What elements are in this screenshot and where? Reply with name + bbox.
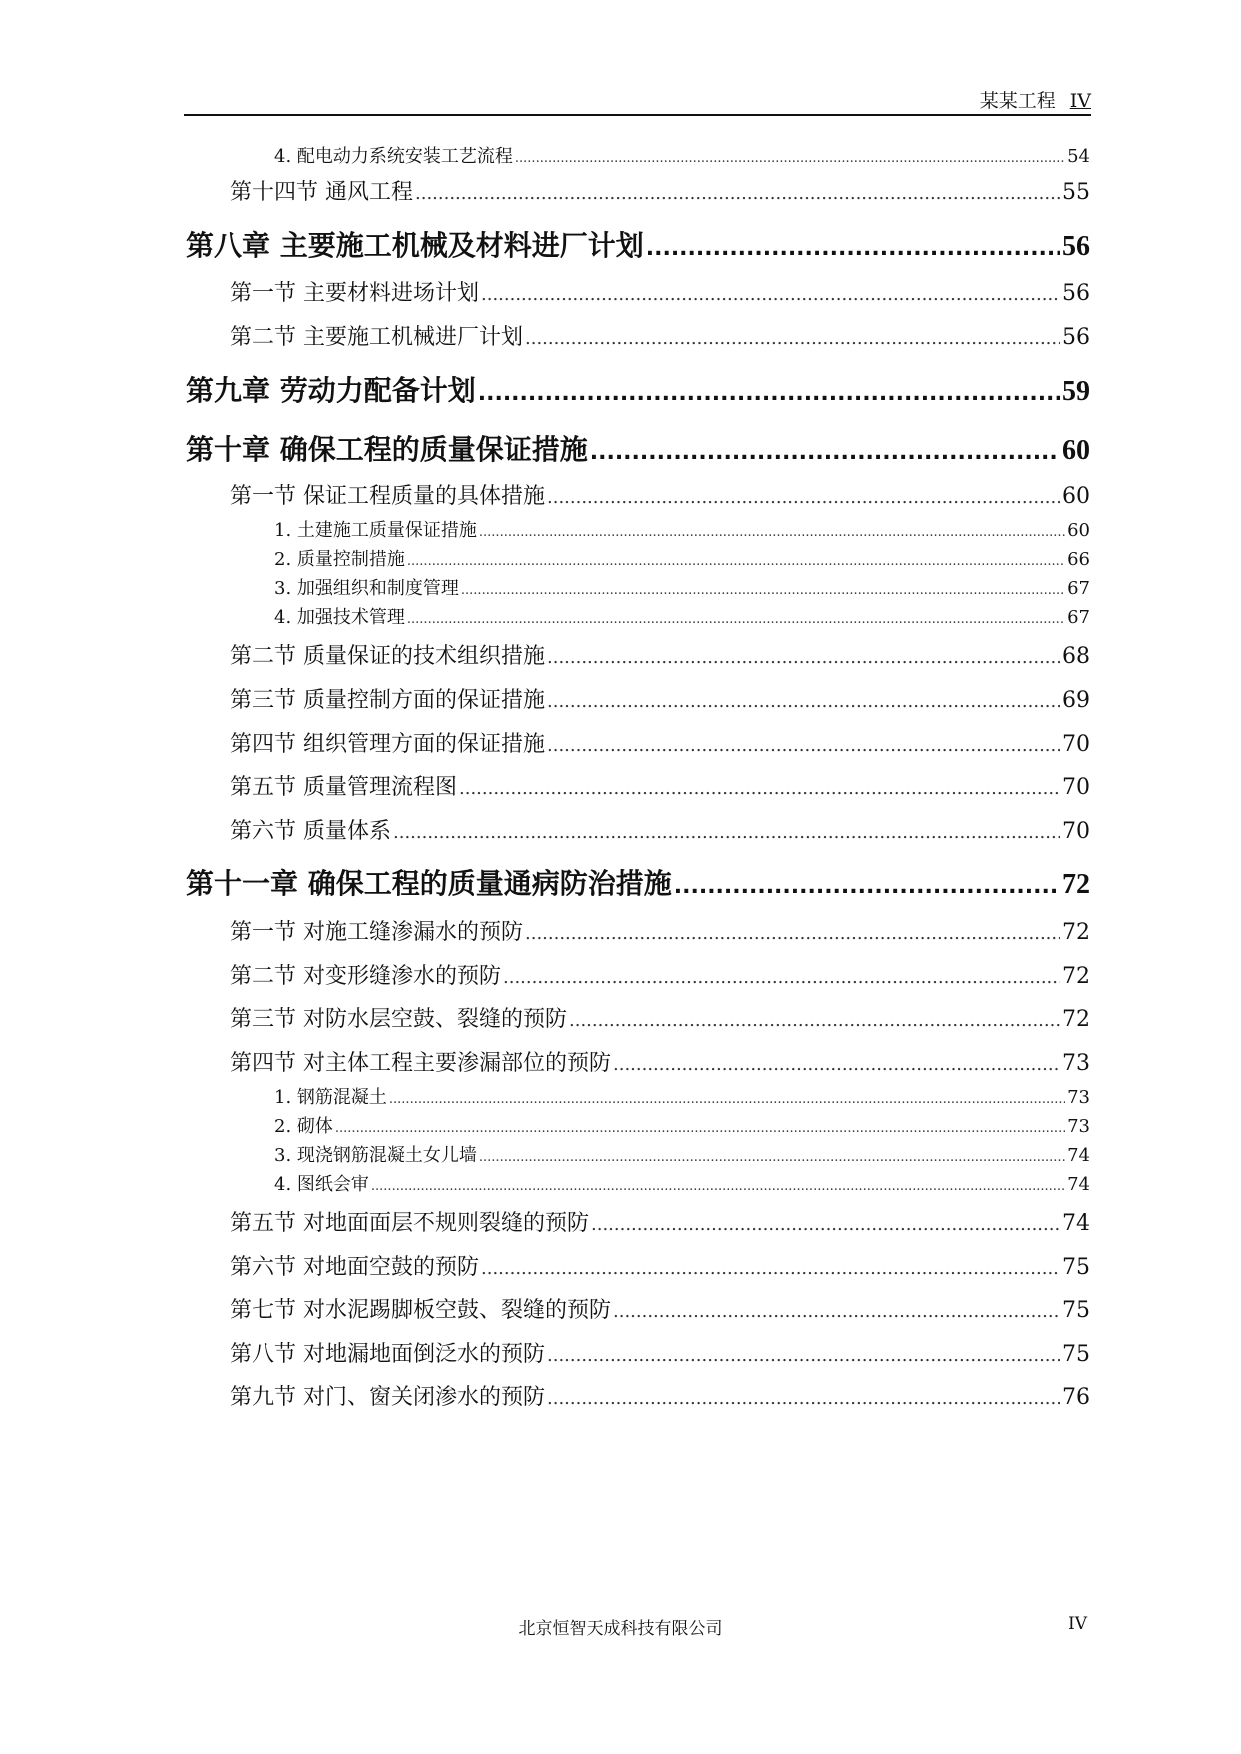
dot-leader bbox=[515, 151, 1065, 166]
toc-section-row[interactable] bbox=[230, 1250, 1090, 1281]
toc-entry-title: 第六节 对地面空鼓的预防 bbox=[230, 1255, 479, 1280]
toc-chapter-row[interactable] bbox=[186, 862, 1090, 902]
toc-entry-title: 第十一章 确保工程的质量通病防治措施 bbox=[186, 867, 672, 900]
toc-item-row[interactable] bbox=[274, 1112, 1090, 1138]
dot-leader bbox=[481, 1258, 1060, 1279]
toc-section-row[interactable] bbox=[230, 1002, 1090, 1033]
dot-leader bbox=[335, 1121, 1065, 1136]
toc-page-number: 74 bbox=[1067, 1174, 1090, 1195]
toc-entry-title: 1. 钢筋混凝土 bbox=[274, 1087, 387, 1108]
toc-entry-title: 第八节 对地漏地面倒泛水的预防 bbox=[230, 1342, 545, 1367]
toc-page-number: 70 bbox=[1062, 732, 1090, 757]
toc-page-number: 74 bbox=[1067, 1145, 1090, 1166]
toc-page-number: 72 bbox=[1062, 869, 1090, 900]
toc-entry-title: 第五节 质量管理流程图 bbox=[230, 775, 457, 800]
toc-section-row[interactable] bbox=[230, 1046, 1090, 1077]
toc-item-row[interactable] bbox=[274, 516, 1090, 542]
toc-page-number: 73 bbox=[1067, 1116, 1090, 1137]
toc-page-number: 67 bbox=[1067, 578, 1090, 599]
dot-leader bbox=[674, 874, 1060, 899]
footer-company: 北京恒智天成科技有限公司 bbox=[518, 1619, 723, 1639]
toc-page-number: 56 bbox=[1062, 281, 1090, 306]
toc-entry-title: 3. 现浇钢筋混凝土女儿墙 bbox=[274, 1145, 477, 1166]
toc-page-number: 70 bbox=[1062, 819, 1090, 844]
toc-item-row[interactable] bbox=[274, 1141, 1090, 1167]
dot-leader bbox=[591, 1214, 1060, 1235]
toc-section-row[interactable] bbox=[230, 276, 1090, 307]
toc-page-number: 55 bbox=[1062, 180, 1090, 205]
dot-leader bbox=[590, 440, 1060, 465]
toc-entry-title: 4. 图纸会审 bbox=[274, 1174, 369, 1195]
toc-chapter-row[interactable] bbox=[186, 428, 1090, 468]
toc-page-number: 60 bbox=[1067, 520, 1090, 541]
dot-leader bbox=[371, 1179, 1065, 1194]
footer-page-number: IV bbox=[1068, 1614, 1087, 1634]
page-header bbox=[184, 84, 1091, 114]
toc-entry-title: 第八章 主要施工机械及材料进厂计划 bbox=[186, 229, 644, 262]
toc-page-number: 56 bbox=[1062, 325, 1090, 350]
toc-entry-title: 第二节 对变形缝渗水的预防 bbox=[230, 964, 501, 989]
toc-page-number: 76 bbox=[1062, 1385, 1090, 1410]
toc-item-row[interactable] bbox=[274, 603, 1090, 629]
dot-leader bbox=[569, 1010, 1060, 1031]
toc-page-number: 73 bbox=[1062, 1051, 1090, 1076]
toc-page-number: 75 bbox=[1062, 1255, 1090, 1280]
dot-leader bbox=[478, 381, 1060, 406]
header-text bbox=[980, 86, 1091, 113]
dot-leader bbox=[479, 525, 1065, 540]
toc-entry-title: 第二节 质量保证的技术组织措施 bbox=[230, 644, 545, 669]
toc-section-row[interactable] bbox=[230, 1206, 1090, 1237]
toc-section-row[interactable] bbox=[230, 959, 1090, 990]
dot-leader bbox=[646, 236, 1060, 261]
header-title: 某某工程 bbox=[979, 90, 1056, 112]
toc-item-row[interactable] bbox=[274, 574, 1090, 600]
toc-section-row[interactable] bbox=[230, 639, 1090, 670]
toc-entry-title: 第四节 对主体工程主要渗漏部位的预防 bbox=[230, 1051, 611, 1076]
toc-page-number: 75 bbox=[1062, 1342, 1090, 1367]
toc-section-row[interactable] bbox=[230, 175, 1090, 206]
toc-page-number: 75 bbox=[1062, 1298, 1090, 1323]
toc-page-number: 59 bbox=[1062, 376, 1090, 407]
toc-entry-title: 第七节 对水泥踢脚板空鼓、裂缝的预防 bbox=[230, 1298, 611, 1323]
toc-entry-title: 第三节 对防水层空鼓、裂缝的预防 bbox=[230, 1007, 567, 1032]
toc-page-number: 60 bbox=[1062, 435, 1090, 466]
dot-leader bbox=[613, 1301, 1060, 1322]
toc-item-row[interactable] bbox=[274, 545, 1090, 571]
dot-leader bbox=[547, 735, 1060, 756]
dot-leader bbox=[547, 647, 1060, 668]
toc-entry-title: 3. 加强组织和制度管理 bbox=[274, 578, 459, 599]
dot-leader bbox=[415, 183, 1060, 204]
dot-leader bbox=[389, 1092, 1065, 1107]
dot-leader bbox=[407, 612, 1065, 627]
header-page-number: IV bbox=[1069, 90, 1091, 112]
toc-entry-title: 第十章 确保工程的质量保证措施 bbox=[186, 433, 588, 466]
toc-page-number: 60 bbox=[1062, 484, 1090, 509]
toc-page-number: 66 bbox=[1067, 549, 1090, 570]
dot-leader bbox=[481, 284, 1060, 305]
toc-page-number: 67 bbox=[1067, 607, 1090, 628]
toc-entry-title: 1. 土建施工质量保证措施 bbox=[274, 520, 477, 541]
toc-section-row[interactable] bbox=[230, 1293, 1090, 1324]
toc-entry-title: 第十四节 通风工程 bbox=[230, 180, 413, 205]
toc-entry-title: 第五节 对地面面层不规则裂缝的预防 bbox=[230, 1211, 589, 1236]
toc-page-number: 72 bbox=[1062, 920, 1090, 945]
toc-entry-title: 第二节 主要施工机械进厂计划 bbox=[230, 325, 523, 350]
toc-entry-title: 2. 砌体 bbox=[274, 1116, 333, 1137]
dot-leader bbox=[547, 487, 1060, 508]
dot-leader bbox=[547, 1345, 1060, 1366]
dot-leader bbox=[461, 583, 1065, 598]
toc-section-row[interactable] bbox=[230, 683, 1090, 714]
toc-entry-title: 第三节 质量控制方面的保证措施 bbox=[230, 688, 545, 713]
dot-leader bbox=[393, 822, 1060, 843]
toc-page-number: 74 bbox=[1062, 1211, 1090, 1236]
toc-section-row[interactable] bbox=[230, 814, 1090, 845]
toc-section-row[interactable] bbox=[230, 770, 1090, 801]
dot-leader bbox=[525, 923, 1060, 944]
toc-entry-title: 第六节 质量体系 bbox=[230, 819, 391, 844]
toc-page-number: 72 bbox=[1062, 964, 1090, 989]
toc-page-number: 72 bbox=[1062, 1007, 1090, 1032]
toc-entry-title: 第四节 组织管理方面的保证措施 bbox=[230, 732, 545, 757]
toc-entry-title: 4. 配电动力系统安装工艺流程 bbox=[274, 146, 513, 167]
dot-leader bbox=[613, 1054, 1060, 1075]
toc-entry-title: 第九节 对门、窗关闭渗水的预防 bbox=[230, 1385, 545, 1410]
header-rule bbox=[184, 114, 1091, 116]
toc-page-number: 70 bbox=[1062, 775, 1090, 800]
toc-chapter-row[interactable] bbox=[186, 369, 1090, 409]
toc-item-row[interactable] bbox=[274, 142, 1090, 168]
toc-section-row[interactable] bbox=[230, 1337, 1090, 1368]
toc-page-number: 54 bbox=[1067, 146, 1090, 167]
toc-section-row[interactable] bbox=[230, 915, 1090, 946]
dot-leader bbox=[459, 778, 1060, 799]
toc-entry-title: 4. 加强技术管理 bbox=[274, 607, 405, 628]
toc-section-row[interactable] bbox=[230, 479, 1090, 510]
toc-entry-title: 第九章 劳动力配备计划 bbox=[186, 374, 476, 407]
toc-page-number: 56 bbox=[1062, 231, 1090, 262]
dot-leader bbox=[479, 1150, 1065, 1165]
toc-chapter-row[interactable] bbox=[186, 224, 1090, 264]
toc-item-row[interactable] bbox=[274, 1170, 1090, 1196]
toc-entry-title: 第一节 保证工程质量的具体措施 bbox=[230, 484, 545, 509]
toc-item-row[interactable] bbox=[274, 1083, 1090, 1109]
dot-leader bbox=[407, 554, 1065, 569]
dot-leader bbox=[547, 691, 1060, 712]
toc-entry-title: 2. 质量控制措施 bbox=[274, 549, 405, 570]
dot-leader bbox=[503, 967, 1060, 988]
toc-entry-title: 第一节 对施工缝渗漏水的预防 bbox=[230, 920, 523, 945]
dot-leader bbox=[547, 1388, 1060, 1409]
toc-entry-title: 第一节 主要材料进场计划 bbox=[230, 281, 479, 306]
toc-page-number: 73 bbox=[1067, 1087, 1090, 1108]
toc-page-number: 68 bbox=[1062, 644, 1090, 669]
toc-section-row[interactable] bbox=[230, 320, 1090, 351]
dot-leader bbox=[525, 328, 1060, 349]
toc-section-row[interactable] bbox=[230, 1380, 1090, 1411]
toc-section-row[interactable] bbox=[230, 727, 1090, 758]
toc-page-number: 69 bbox=[1062, 688, 1090, 713]
